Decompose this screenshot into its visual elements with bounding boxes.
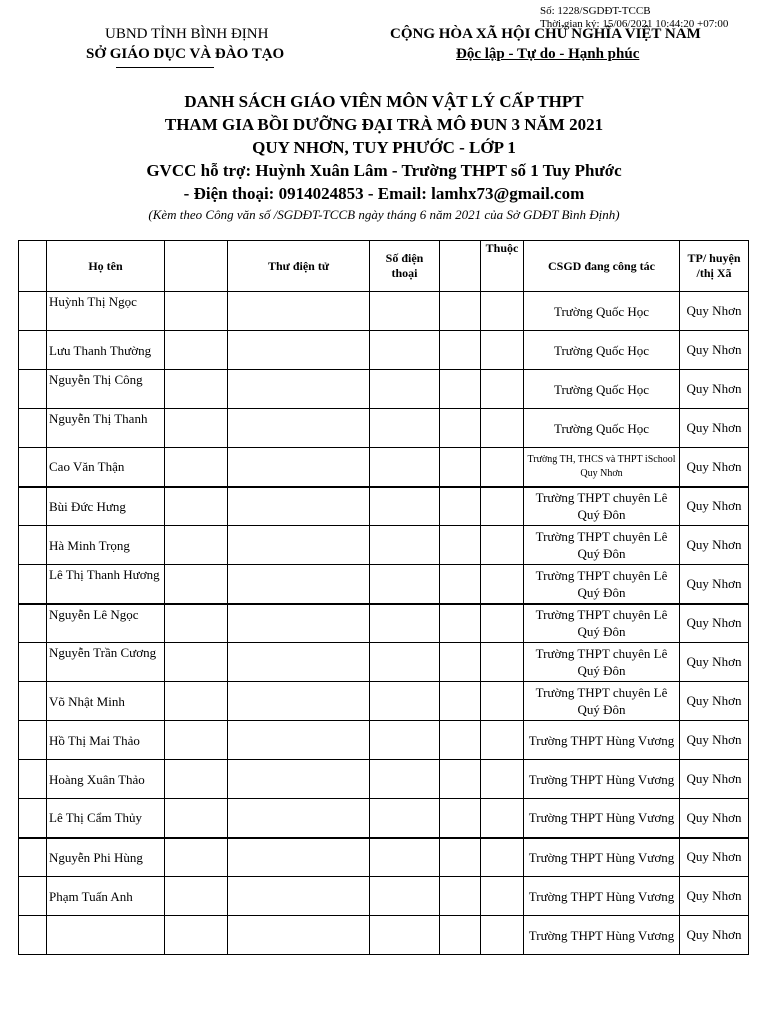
city-name: Quy Nhơn xyxy=(680,526,749,565)
table-row xyxy=(19,409,749,448)
email-cell xyxy=(228,409,370,448)
row-index-cell xyxy=(19,760,47,799)
phone-cell xyxy=(370,292,440,331)
school-name: Trường THPT chuyên Lê Quý Đôn xyxy=(524,487,680,526)
teacher-name: Phạm Tuấn Anh xyxy=(47,877,165,916)
email-cell xyxy=(228,448,370,487)
teacher-name xyxy=(47,916,165,955)
email-cell xyxy=(228,799,370,838)
school-name: Trường Quốc Học xyxy=(524,409,680,448)
blank-cell xyxy=(165,448,228,487)
phone-cell xyxy=(370,487,440,526)
blank-cell xyxy=(165,409,228,448)
table-row xyxy=(19,799,749,838)
phone-cell xyxy=(370,370,440,409)
table-row xyxy=(19,643,749,682)
row-index-cell xyxy=(19,370,47,409)
row-index-cell xyxy=(19,565,47,604)
row-index-cell xyxy=(19,487,47,526)
belongs-cell xyxy=(481,643,524,682)
city-name: Quy Nhơn xyxy=(680,370,749,409)
table-row xyxy=(19,331,749,370)
school-name: Trường THPT chuyên Lê Quý Đôn xyxy=(524,604,680,643)
row-index-cell xyxy=(19,331,47,370)
blank-cell xyxy=(165,799,228,838)
teacher-name: Nguyễn Lê Ngọc xyxy=(47,604,165,643)
blank-cell xyxy=(165,331,228,370)
email-cell xyxy=(228,292,370,331)
city-name: Quy Nhơn xyxy=(680,643,749,682)
school-name: Trường THPT Hùng Vương xyxy=(524,916,680,955)
teacher-name: Huỳnh Thị Ngọc xyxy=(47,292,165,331)
blank-cell xyxy=(165,526,228,565)
school-name: Trường TH, THCS và THPT iSchool Quy Nhơn xyxy=(524,448,680,487)
table-row xyxy=(19,604,749,643)
city-name: Quy Nhơn xyxy=(680,721,749,760)
table-header-row xyxy=(19,241,749,292)
header-name: Họ tên xyxy=(47,241,165,292)
teacher-name: Lê Thị Cẩm Thủy xyxy=(47,799,165,838)
school-name: Trường THPT chuyên Lê Quý Đôn xyxy=(524,526,680,565)
teacher-name: Bùi Đức Hưng xyxy=(47,487,165,526)
national-motto: Độc lập - Tự do - Hạnh phúc xyxy=(456,46,640,62)
header-email: Thư điện tử xyxy=(228,241,370,292)
belongs-cell xyxy=(481,448,524,487)
table-row xyxy=(19,916,749,955)
phone-cell xyxy=(370,643,440,682)
belongs-cell xyxy=(481,721,524,760)
blank-cell-2 xyxy=(440,643,481,682)
row-index-cell xyxy=(19,682,47,721)
city-name: Quy Nhơn xyxy=(680,877,749,916)
row-index-cell xyxy=(19,721,47,760)
phone-cell xyxy=(370,448,440,487)
email-cell xyxy=(228,682,370,721)
teacher-name: Cao Văn Thận xyxy=(47,448,165,487)
table-row xyxy=(19,565,749,604)
belongs-cell xyxy=(481,682,524,721)
email-cell xyxy=(228,604,370,643)
belongs-cell xyxy=(481,565,524,604)
table-row xyxy=(19,292,749,331)
phone-cell xyxy=(370,721,440,760)
blank-cell-2 xyxy=(440,409,481,448)
table-row xyxy=(19,838,749,877)
phone-cell xyxy=(370,760,440,799)
blank-cell xyxy=(165,760,228,799)
belongs-cell xyxy=(481,526,524,565)
blank-cell xyxy=(165,916,228,955)
document-title: DANH SÁCH GIÁO VIÊN MÔN VẬT LÝ CẤP THPT xyxy=(184,92,584,111)
city-name: Quy Nhơn xyxy=(680,448,749,487)
phone-cell xyxy=(370,331,440,370)
phone-cell xyxy=(370,682,440,721)
email-cell xyxy=(228,331,370,370)
department-name-text: SỞ GIÁO DỤC VÀ ĐÀO TẠO xyxy=(86,46,285,62)
belongs-cell xyxy=(481,838,524,877)
phone-cell xyxy=(370,838,440,877)
class-location: QUY NHƠN, TUY PHƯỚC - LỚP 1 xyxy=(252,138,516,157)
blank-cell-2 xyxy=(440,565,481,604)
city-name: Quy Nhơn xyxy=(680,916,749,955)
header-blank xyxy=(165,241,228,292)
department-name xyxy=(86,46,284,63)
blank-cell-2 xyxy=(440,916,481,955)
city-name: Quy Nhơn xyxy=(680,565,749,604)
phone-cell xyxy=(370,604,440,643)
blank-cell-2 xyxy=(440,799,481,838)
blank-cell-2 xyxy=(440,448,481,487)
belongs-cell xyxy=(481,799,524,838)
blank-cell-2 xyxy=(440,877,481,916)
teacher-name: Nguyễn Thị Thanh xyxy=(47,409,165,448)
teacher-list-table xyxy=(18,240,749,955)
phone-cell xyxy=(370,877,440,916)
city-name: Quy Nhơn xyxy=(680,409,749,448)
teacher-name: Nguyễn Phi Hùng xyxy=(47,838,165,877)
signing-time: Thời gian ký: 15/06/2021 10:44:20 +07:00 xyxy=(540,18,729,30)
school-name: Trường THPT Hùng Vương xyxy=(524,838,680,877)
row-index-cell xyxy=(19,838,47,877)
table-row xyxy=(19,370,749,409)
city-name: Quy Nhơn xyxy=(680,799,749,838)
table-row xyxy=(19,721,749,760)
row-index-cell xyxy=(19,643,47,682)
phone-cell xyxy=(370,799,440,838)
province-committee: UBND TỈNH BÌNH ĐỊNH xyxy=(105,26,269,42)
blank-cell-2 xyxy=(440,292,481,331)
email-cell xyxy=(228,643,370,682)
row-index-cell xyxy=(19,604,47,643)
teacher-name: Hoàng Xuân Thảo xyxy=(47,760,165,799)
blank-cell xyxy=(165,370,228,409)
blank-cell-2 xyxy=(440,760,481,799)
city-name: Quy Nhơn xyxy=(680,604,749,643)
row-index-cell xyxy=(19,526,47,565)
email-cell xyxy=(228,838,370,877)
row-index-cell xyxy=(19,916,47,955)
blank-cell xyxy=(165,838,228,877)
phone-cell xyxy=(370,565,440,604)
department-underline xyxy=(116,67,214,68)
blank-cell xyxy=(165,565,228,604)
support-contact: - Điện thoại: 0914024853 - Email: lamhx73@gmail.com xyxy=(183,184,585,203)
row-index-cell xyxy=(19,799,47,838)
school-name: Trường THPT chuyên Lê Quý Đôn xyxy=(524,682,680,721)
email-cell xyxy=(228,565,370,604)
row-index-cell xyxy=(19,409,47,448)
teacher-name: Lưu Thanh Thường xyxy=(47,331,165,370)
table-row xyxy=(19,487,749,526)
email-cell xyxy=(228,526,370,565)
blank-cell-2 xyxy=(440,331,481,370)
city-name: Quy Nhơn xyxy=(680,682,749,721)
belongs-cell xyxy=(481,760,524,799)
belongs-cell xyxy=(481,877,524,916)
belongs-cell xyxy=(481,916,524,955)
phone-cell xyxy=(370,916,440,955)
header-city: TP/ huyện /thị Xã xyxy=(680,241,749,292)
teacher-name: Nguyễn Trần Cương xyxy=(47,643,165,682)
blank-cell xyxy=(165,487,228,526)
school-name: Trường THPT Hùng Vương xyxy=(524,721,680,760)
blank-cell xyxy=(165,292,228,331)
belongs-cell xyxy=(481,292,524,331)
school-name: Trường THPT chuyên Lê Quý Đôn xyxy=(524,643,680,682)
blank-cell xyxy=(165,682,228,721)
belongs-cell xyxy=(481,370,524,409)
school-name: Trường Quốc Học xyxy=(524,292,680,331)
header-phone: Số điện thoại xyxy=(370,241,440,292)
table-row xyxy=(19,448,749,487)
phone-cell xyxy=(370,526,440,565)
school-name: Trường THPT chuyên Lê Quý Đôn xyxy=(524,565,680,604)
table-row xyxy=(19,760,749,799)
blank-cell xyxy=(165,721,228,760)
blank-cell-2 xyxy=(440,838,481,877)
email-cell xyxy=(228,721,370,760)
country-name: CỘNG HÒA XÃ HỘI CHỦ NGHĨA VIỆT NAM xyxy=(390,26,701,42)
email-cell xyxy=(228,370,370,409)
attachment-note: (Kèm theo Công văn số /SGDĐT-TCCB ngày tháng 6 năm 2021 của Sở GDĐT Bình Định) xyxy=(148,207,620,222)
blank-cell-2 xyxy=(440,526,481,565)
email-cell xyxy=(228,916,370,955)
row-index-cell xyxy=(19,292,47,331)
row-index-cell xyxy=(19,448,47,487)
blank-cell-2 xyxy=(440,604,481,643)
belongs-cell xyxy=(481,487,524,526)
email-cell xyxy=(228,760,370,799)
school-name: Trường THPT Hùng Vương xyxy=(524,799,680,838)
city-name: Quy Nhơn xyxy=(680,331,749,370)
city-name: Quy Nhơn xyxy=(680,292,749,331)
belongs-cell xyxy=(481,409,524,448)
email-cell xyxy=(228,487,370,526)
teacher-name: Hà Minh Trọng xyxy=(47,526,165,565)
city-name: Quy Nhơn xyxy=(680,838,749,877)
table-row xyxy=(19,877,749,916)
blank-cell xyxy=(165,604,228,643)
school-name: Trường THPT Hùng Vương xyxy=(524,877,680,916)
city-name: Quy Nhơn xyxy=(680,487,749,526)
belongs-cell xyxy=(481,331,524,370)
belongs-cell xyxy=(481,604,524,643)
blank-cell-2 xyxy=(440,721,481,760)
row-index-cell xyxy=(19,877,47,916)
header-blank-2 xyxy=(440,241,481,292)
table-row xyxy=(19,682,749,721)
teacher-name: Hồ Thị Mai Thảo xyxy=(47,721,165,760)
teacher-name: Võ Nhật Minh xyxy=(47,682,165,721)
teacher-name: Lê Thị Thanh Hương xyxy=(47,565,165,604)
school-name: Trường THPT Hùng Vương xyxy=(524,760,680,799)
blank-cell-2 xyxy=(440,682,481,721)
email-cell xyxy=(228,877,370,916)
city-name: Quy Nhơn xyxy=(680,760,749,799)
school-name: Trường Quốc Học xyxy=(524,331,680,370)
header-school: CSGD đang công tác xyxy=(524,241,680,292)
document-number: Số: 1228/SGDĐT-TCCB xyxy=(540,5,651,17)
support-teacher: GVCC hỗ trợ: Huỳnh Xuân Lâm - Trường THPT số 1 Tuy Phước xyxy=(146,161,622,180)
blank-cell-2 xyxy=(440,370,481,409)
blank-cell xyxy=(165,643,228,682)
table-row xyxy=(19,526,749,565)
phone-cell xyxy=(370,409,440,448)
blank-cell-2 xyxy=(440,487,481,526)
school-name: Trường Quốc Học xyxy=(524,370,680,409)
blank-cell xyxy=(165,877,228,916)
header-belongs: Thuộc xyxy=(481,241,524,292)
document-subtitle: THAM GIA BỒI DƯỠNG ĐẠI TRÀ MÔ ĐUN 3 NĂM 2021 xyxy=(164,115,604,134)
header-index xyxy=(19,241,47,292)
teacher-name: Nguyễn Thị Công xyxy=(47,370,165,409)
